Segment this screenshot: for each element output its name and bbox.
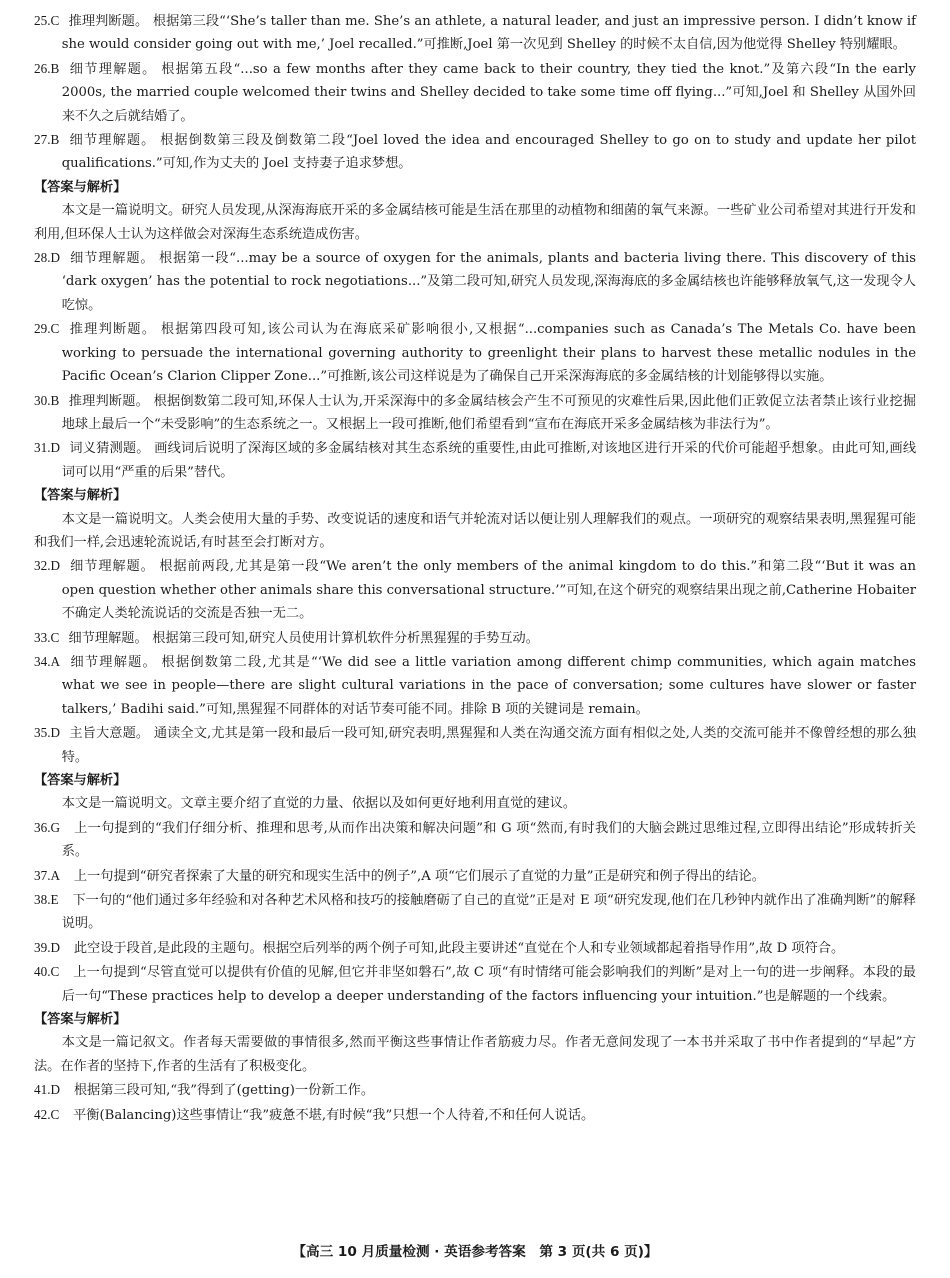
question-type: 细节理解题。	[69, 654, 157, 670]
passage-summary: 本文是一篇记叙文。作者每天需要做的事情很多,然而平衡这些事情让作者筋疲力尽。作者无意间发现了一本书并采取了书中作者提到的“早起”方法。在作者的坚持下,作者的生活有了积极变化。	[34, 1035, 916, 1074]
answer-explanation: 根据第三段可知,研究人员使用计算机软件分析黑猩猩的手势互动。	[152, 630, 539, 646]
passage-summary: 本文是一篇说明文。文章主要介绍了直觉的力量、依据以及如何更好地利用直觉的建议。	[61, 796, 577, 812]
answer-explanation: 根据倒数第二段可知,环保人士认为,开采深海中的多金属结核会产生不可预见的灾难性后果,因此他们正敦促立法者禁止该行业挖掘地球上最后一个“未受影响”的生态系统之一。又根据上一段可推断,他们希望看到“宣布在海底开采多金属结核为非法行为”。	[61, 393, 917, 432]
question-type: 推理判断题。	[68, 393, 150, 409]
answer-number: 30.B	[34, 392, 60, 408]
answer-explanation: 此空设于段首,是此段的主题句。根据空后列举的两个例子可知,此段主要讲述“直觉在个人和专业领域都起着指导作用”,故 D 项符合。	[73, 940, 845, 956]
answer-entry	[34, 864, 916, 888]
answer-number: 39.D	[34, 939, 61, 955]
answer-entry	[34, 1078, 916, 1102]
answer-entry	[34, 626, 916, 650]
question-type: 主旨大意题。	[69, 726, 150, 742]
question-type: 推理判断题。	[68, 14, 149, 29]
answer-entry	[34, 389, 916, 437]
answer-entry	[34, 246, 916, 317]
section-heading: 【答案与解析】	[34, 773, 127, 788]
passage-summary: 本文是一篇说明文。人类会使用大量的手势、改变说话的速度和语气并轮流对话以便让别人理解我们的观点。一项研究的观察结果表明,黑猩猩可能和我们一样,会迅速轮流说话,有时甚至会打断对方。	[34, 511, 916, 550]
answer-number: 36.G	[34, 819, 61, 835]
passage-summary: 本文是一篇说明文。研究人员发现,从深海海底开采的多金属结核可能是生活在那里的动植物和细菌的氧气来源。一些矿业公司希望对其进行开发和利用,但环保人士认为这样做会对深海生态系统造成伤害。	[34, 203, 916, 242]
answer-entry	[34, 1103, 916, 1127]
answer-entry	[34, 436, 916, 484]
question-type: 细节理解题。	[69, 251, 155, 267]
answer-number: 37.A	[34, 867, 61, 883]
answer-entry	[34, 721, 916, 769]
answer-explanation: 画线词后说明了深海区域的多金属结核对其生态系统的重要性,由此可推断,对该地区进行开采的代价可能超乎想象。由此可知,画线词可以用“严重的后果”替代。	[61, 441, 917, 480]
answer-explanation: 根据前两段,尤其是第一段“We aren’t the only members of the animal kingdom to do this.”和第二段“‘But it was an open question whether other animals share this conversational structure.’”可知,在这个研究的观察结果出现之前,Catherine Hobaiter 不确定人类轮流说话的交流是否独一无二。	[61, 559, 917, 622]
page-footer: 【高三 10 月质量检测 · 英语参考答案 第 3 页(共 6 页)】	[292, 1244, 658, 1260]
answer-number: 35.D	[34, 725, 61, 741]
answer-explanation: 平衡(Balancing)这些事情让“我”疲惫不堪,有时候“我”只想一个人待着,不和任何人说话。	[73, 1107, 595, 1123]
answer-explanation: 根据第三段可知,“我”得到了(getting)一份新工作。	[73, 1083, 375, 1099]
question-type: 细节理解题。	[68, 133, 156, 149]
answer-explanation: 上一句提到的“我们仔细分析、推理和思考,从而作出决策和解决问题”和 G 项“然而,有时我们的大脑会跳过思维过程,立即得出结论”形成转折关系。	[61, 820, 916, 860]
answer-entry	[34, 650, 916, 721]
answer-entry	[34, 960, 916, 1008]
answer-explanation: 根据第五段“...so a few months after they came back to their country, they tied the knot.”及第六段“In the early 2000s, the married couple welcomed their twins and Shelley decided to take some time off flying...”可知,Joel 和 Shelley 从国外回来不久之后就结婚了。	[61, 61, 916, 124]
answer-explanation: 根据第四段可知,该公司认为在海底采矿影响很小,又根据“...companies such as Canada’s The Metals Co. have been working to persuade the international governing authority to greenlight their plans to harvest these metallic nodules in the Pacific Ocean’s Clarion Clipper Zone...”可推断,该公司这样说是为了确保自己开采深海海底的多金属结核的计划能够得以实施。	[61, 322, 917, 385]
answer-number: 32.D	[34, 558, 61, 574]
section-heading: 【答案与解析】	[34, 179, 127, 195]
answer-number: 31.D	[34, 440, 61, 456]
question-type: 推理判断题。	[68, 322, 157, 338]
answer-explanation: 根据倒数第三段及倒数第二段“Joel loved the idea and encouraged Shelley to go on to study and update her pilot qualifications.”可知,作为丈夫的 Joel 支持妻子追求梦想。	[61, 133, 916, 172]
answer-entry	[34, 57, 916, 128]
answer-number: 38.E	[34, 892, 59, 908]
answer-explanation: 下一句的“他们通过多年经验和对各种艺术风格和技巧的接触磨砺了自己的直觉”正是对 E 项“研究发现,他们在几秒钟内就作出了准确判断”的解释说明。	[61, 893, 916, 932]
answer-number: 42.C	[34, 1106, 60, 1122]
section-heading: 【答案与解析】	[34, 1012, 127, 1028]
question-type: 细节理解题。	[69, 559, 155, 575]
answer-number: 41.D	[34, 1082, 61, 1098]
answer-number: 25.C	[34, 13, 60, 28]
answer-number: 40.C	[34, 964, 60, 980]
answer-number: 27.B	[34, 132, 60, 148]
answer-explanation: 根据倒数第二段,尤其是“‘We did see a little variation among different chimp communities, which again matches what we see in people—there are slight cultural variations in the pace of conversation; some cultures have slower or faster talkers,’ Badihi said.”可知,黑猩猩不同群体的对话节奏可能不同。排除 B 项的关键词是 remain。	[61, 654, 917, 717]
answer-explanation: 根据第三段“‘She’s taller than me. She’s an athlete, a natural leader, and just an impressive person. I didn’t know if she would consider going out with me,’ Joel recalled.”可推断,Joel 第一次见到 Shelley 的时候不太自信,因为他觉得 Shelley 特别耀眼。	[61, 14, 917, 53]
answer-number: 29.C	[34, 321, 60, 337]
section-heading: 【答案与解析】	[34, 488, 127, 504]
answer-number: 33.C	[34, 629, 60, 645]
answer-explanation: 通读全文,尤其是第一段和最后一段可知,研究表明,黑猩猩和人类在沟通交流方面有相似之处,人类的交流可能并不像曾经想的那么独特。	[61, 726, 917, 765]
question-type: 词义猜测题。	[69, 441, 150, 457]
answer-entry	[34, 888, 916, 936]
answer-explanation: 上一句提到“尽管直觉可以提供有价值的见解,但它并非坚如磐石”,故 C 项“有时情绪可能会影响我们的判断”是对上一句的进一步阐释。本段的最后一句“These practices help to develop a deeper understanding of the factors influencing your intuition.”也是解题的一个线索。	[61, 965, 916, 1004]
question-type: 细节理解题。	[68, 630, 148, 646]
answer-number: 34.A	[34, 653, 61, 669]
answer-entry	[34, 317, 916, 388]
answer-entry	[34, 816, 916, 864]
question-type: 细节理解题。	[68, 61, 157, 77]
answer-entry	[34, 128, 916, 176]
answer-entry	[34, 554, 916, 625]
answer-number: 26.B	[34, 60, 60, 76]
answer-number: 28.D	[34, 250, 61, 266]
answer-explanation: 根据第一段“...may be a source of oxygen for the animals, plants and bacteria living there. This discovery of this ‘dark oxygen’ has the potential to rock negotiations...”及第二段可知,研究人员发现,深海海底的多金属结核也许能够释放氧气,这一发现令人吃惊。	[61, 251, 916, 313]
answer-explanation: 上一句提到“研究者探索了大量的研究和现实生活中的例子”,A 项“它们展示了直觉的力量”正是研究和例子得出的结论。	[73, 868, 765, 884]
answer-entry	[34, 936, 916, 960]
answer-entry	[34, 9, 916, 57]
